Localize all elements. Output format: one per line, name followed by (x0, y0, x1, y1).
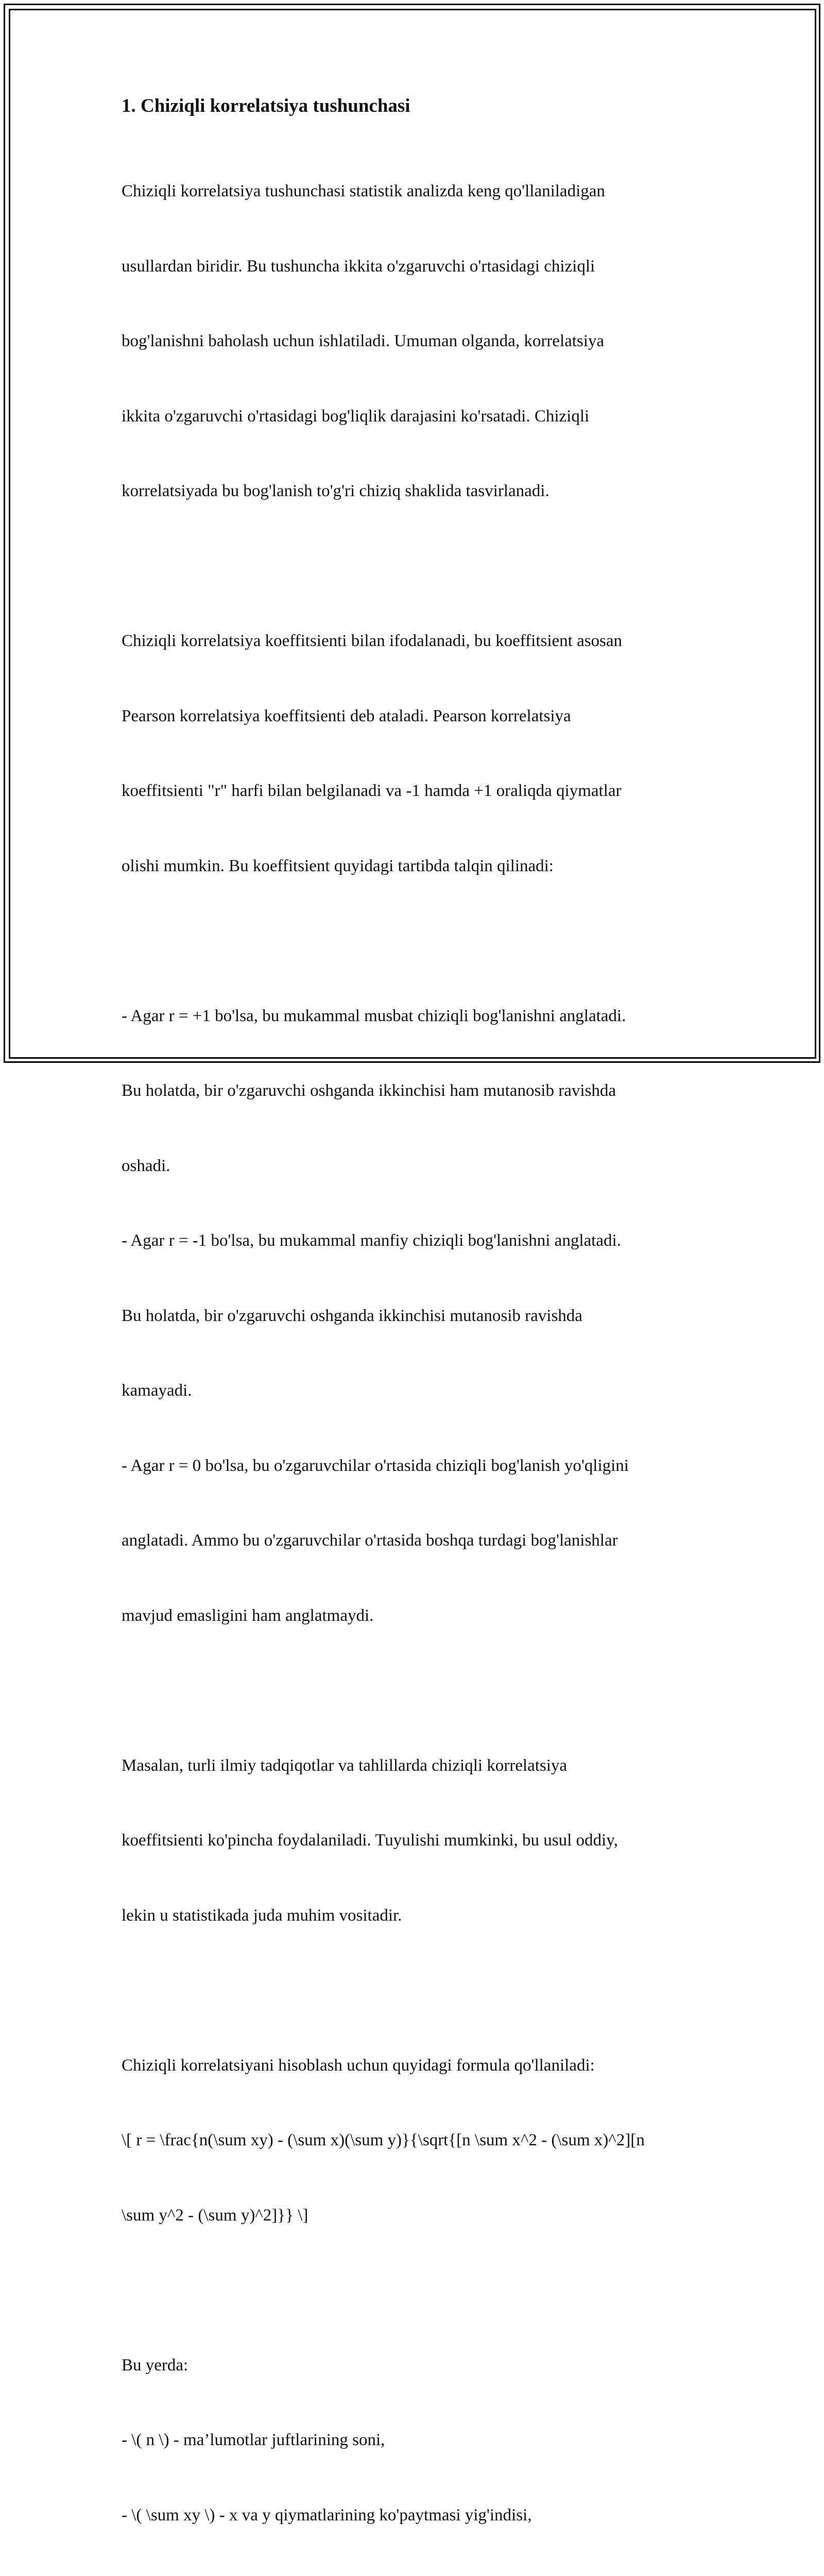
text-line: usullardan biridir. Bu tushuncha ikkita o'zgaruvchi o'rtasidagi chiziqli (122, 254, 703, 279)
text-line: Pearson korrelatsiya koeffitsienti deb ataladi. Pearson korrelatsiya (122, 704, 703, 729)
text-line: anglatadi. Ammo bu o'zgaruvchilar o'rtasida boshqa turdagi bog'lanishlar (122, 1528, 703, 1553)
paragraph-example (122, 1703, 703, 1978)
paragraph-pearson (122, 579, 703, 928)
text-line: lekin u statistikada juda muhim vositadir. (122, 1903, 703, 1928)
text-line: korrelatsiyada bu bog'lanish to'g'ri chiziq shaklida tasvirlanadi. (122, 479, 703, 504)
text-line: kamayadi. (122, 1378, 703, 1403)
text-line: ikkita o'zgaruvchi o'rtasidagi bog'liqlik darajasini ko'rsatadi. Chiziqli (122, 404, 703, 429)
text-line: mavjud emasligini ham anglatmaydi. (122, 1603, 703, 1629)
paragraph-intro (122, 129, 703, 554)
text-line: olishi mumkin. Bu koeffitsient quyidagi tartibda talqin qilinadi: (122, 854, 703, 879)
paragraph-interpretation-list (122, 954, 703, 1679)
paragraph-definitions (122, 2303, 703, 2576)
text-line: bog'lanishni baholash uchun ishlatiladi. Umuman olganda, korrelatsiya (122, 329, 703, 354)
text-line: Bu yerda: (122, 2353, 703, 2378)
formula-line: \sum y^2 - (\sum y)^2]}} \] (122, 2203, 703, 2228)
section-heading: 1. Chiziqli korrelatsiya tushunchasi (122, 94, 703, 118)
text-line: koeffitsienti "r" harfi bilan belgilanadi va -1 hamda +1 oraliqda qiymatlar (122, 778, 703, 804)
text-line: oshadi. (122, 1154, 703, 1179)
text-line: Chiziqli korrelatsiya koeffitsienti bilan ifodalanadi, bu koeffitsient asosan (122, 629, 703, 654)
text-line: koeffitsienti ko'pincha foydalaniladi. Tuyulishi mumkinki, bu usul oddiy, (122, 1828, 703, 1853)
text-line: Masalan, turli ilmiy tadqiqotlar va tahlillarda chiziqli korrelatsiya (122, 1753, 703, 1778)
text-line: Bu holatda, bir o'zgaruvchi oshganda ikkinchisi ham mutanosib ravishda (122, 1078, 703, 1104)
text-line: Chiziqli korrelatsiyani hisoblash uchun quyidagi formula qo'llaniladi: (122, 2053, 703, 2078)
list-item-line: - Agar r = -1 bo'lsa, bu mukammal manfiy chiziqli bog'lanishni anglatadi. (122, 1228, 703, 1253)
list-item-line: - Agar r = +1 bo'lsa, bu mukammal musbat chiziqli bog'lanishni anglatadi. (122, 1004, 703, 1029)
list-item-line: - \( n \) - ma’lumotlar juftlarining soni, (122, 2428, 703, 2453)
text-line: Chiziqli korrelatsiya tushunchasi statistik analizda keng qo'llaniladigan (122, 179, 703, 204)
text-line: Bu holatda, bir o'zgaruvchi oshganda ikkinchisi mutanosib ravishda (122, 1303, 703, 1329)
paragraph-formula (122, 2003, 703, 2278)
list-item-line: - Agar r = 0 bo'lsa, bu o'zgaruvchilar o'rtasida chiziqli bog'lanish yo'qligini (122, 1453, 703, 1479)
list-item-line: - \( \sum xy \) - x va y qiymatlarining ko'paytmasi yig'indisi, (122, 2503, 703, 2528)
formula-line: \[ r = \frac{n(\sum xy) - (\sum x)(\sum y)}{\sqrt{[n \sum x^2 - (\sum x)^2][n (122, 2128, 703, 2153)
document-body (122, 94, 703, 2576)
